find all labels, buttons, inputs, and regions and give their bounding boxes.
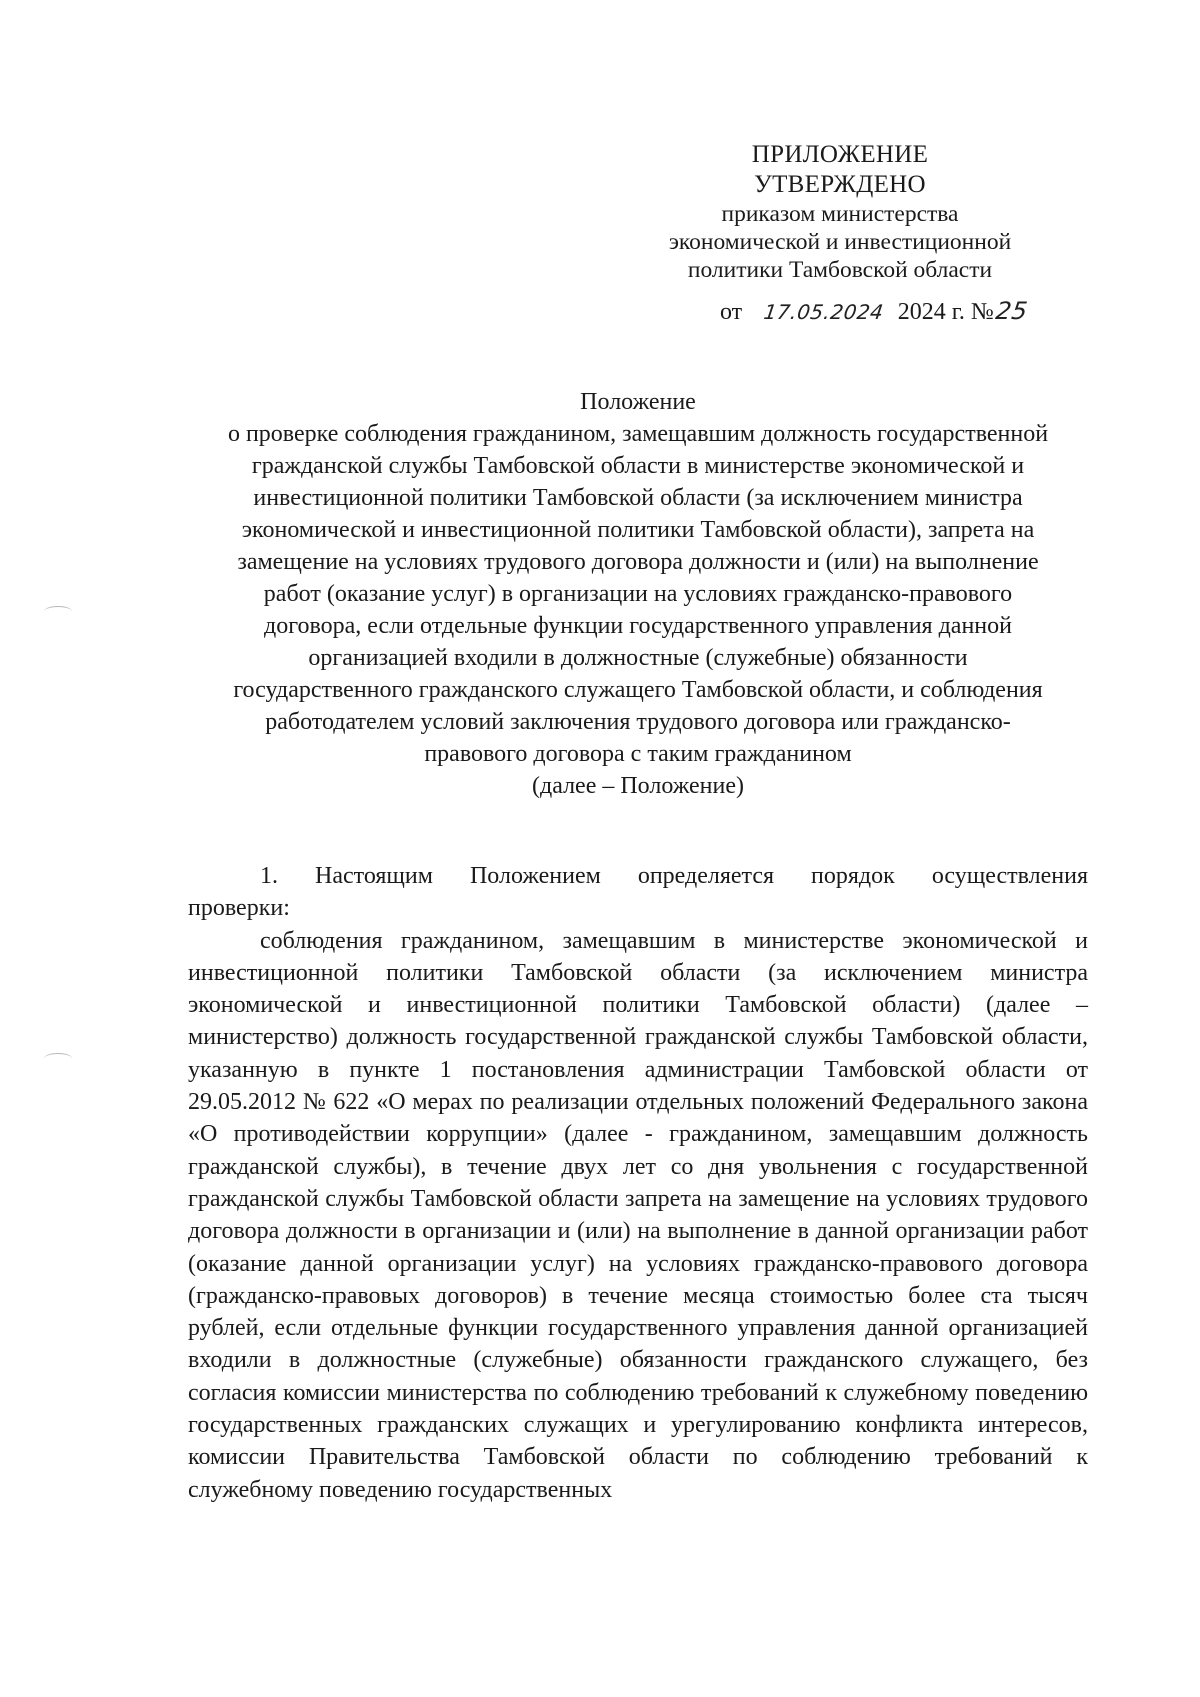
- title-line: договора, если отдельные функции государственного управления данной: [264, 613, 1012, 639]
- title-line: правового договора с таким гражданином: [424, 741, 852, 767]
- date-prefix: от: [720, 299, 743, 325]
- order-date-row: [720, 296, 1080, 327]
- handwritten-order-number: 25: [993, 297, 1030, 325]
- title-line: инвестиционной политики Тамбовской области (за исключением министра: [253, 485, 1023, 511]
- approval-region-line: политики Тамбовской области: [687, 257, 993, 283]
- title-line: о проверке соблюдения гражданином, замещавшим должность государственной: [227, 421, 1049, 447]
- approval-order-line: приказом министерства: [721, 201, 959, 227]
- title-line: гражданской службы Тамбовской области в министерстве экономической и: [251, 453, 1025, 479]
- scan-artifact-mark: [44, 1053, 72, 1064]
- title-line: замещение на условиях трудового договора должности и (или) на выполнение: [237, 549, 1039, 575]
- approved-heading: УТВЕРЖДЕНО: [754, 171, 926, 198]
- document-body: [188, 860, 1088, 1506]
- handwritten-date: 17.05.2024: [762, 300, 886, 324]
- title-line: экономической и инвестиционной политики Тамбовской области), запрета на: [241, 517, 1035, 543]
- paragraph-1-continuation: проверки:: [188, 895, 290, 922]
- title-line: (далее – Положение): [532, 773, 744, 799]
- title-line: Положение: [580, 389, 696, 415]
- appendix-heading: ПРИЛОЖЕНИЕ: [751, 141, 929, 168]
- document-title: [178, 386, 1098, 802]
- title-line: государственного гражданского служащего Тамбовской области, и соблюдения: [233, 677, 1043, 703]
- approval-ministry-line: экономической и инвестиционной: [668, 229, 1012, 255]
- approval-block: [640, 140, 1040, 284]
- paragraph-1-first-line: 1. Настоящим Положением определяется порядок осуществления: [260, 863, 1088, 889]
- title-line: работодателем условий заключения трудового договора или гражданско-: [265, 709, 1011, 735]
- title-line: организацией входили в должностные (служебные) обязанности: [308, 645, 968, 671]
- year-and-number-label: 2024 г. №: [897, 299, 994, 325]
- scan-artifact-mark: [44, 606, 72, 617]
- paragraph-2: соблюдения гражданином, замещавшим в министерстве экономической и инвестиционной политики Тамбовской области (за исключением министра экономической и инвестиционной политики Тамбовской области) (далее – министерство) должность государственной гражданской службы Тамбовской области, указанную в пункте 1 постановления администрации Тамбовской области от 29.05.2012 № 622 «О мерах по реализации отдельных положений Федерального закона «О противодействии коррупции» (далее - гражданином, замещавшим должность гражданской службы), в течение двух лет со дня увольнения с государственной гражданской службы Тамбовской области запрета на замещение на условиях трудового договора должности в организации и (или) на выполнение в данной организации работ (оказание данной организации услуг) на условиях гражданско-правового договора (гражданско-правовых договоров) в течение месяца стоимостью более ста тысяч рублей, если отдельные функции государственного управления данной организацией входили в должностные (служебные) обязанности гражданского служащего, без согласия комиссии министерства по соблюдению требований к служебному поведению государственных гражданских служащих и урегулированию конфликта интересов, комиссии Правительства Тамбовской области по соблюдению требований к служебному поведению государственных: [188, 927, 1088, 1503]
- title-line: работ (оказание услуг) в организации на условиях гражданско-правового: [263, 581, 1013, 607]
